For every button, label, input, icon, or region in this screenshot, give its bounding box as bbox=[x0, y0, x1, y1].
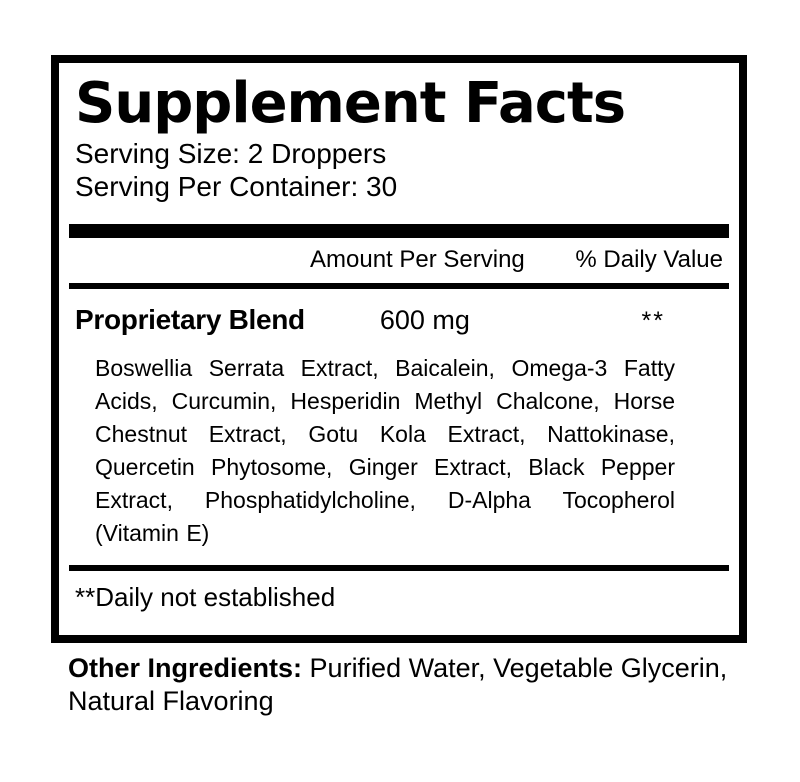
column-headers bbox=[75, 245, 723, 275]
thick-divider bbox=[69, 224, 729, 238]
amount-per-serving-header: Amount Per Serving bbox=[310, 246, 525, 273]
blend-ingredients-line: (Vitamin E) bbox=[95, 520, 210, 546]
blend-ingredients bbox=[95, 352, 675, 550]
blend-ingredients-line: Extract, Phosphatidylcholine, D-Alpha Tocopherol bbox=[95, 487, 675, 513]
table-row bbox=[75, 303, 723, 338]
servings-per-container: Serving Per Container: 30 bbox=[75, 171, 398, 202]
blend-name: Proprietary Blend bbox=[75, 304, 305, 335]
blend-ingredients-line: Acids, Curcumin, Hesperidin Methyl Chalcone, Horse bbox=[95, 388, 675, 414]
panel-title: Supplement Facts bbox=[75, 71, 626, 136]
blend-ingredients-line: Quercetin Phytosome, Ginger Extract, Black Pepper bbox=[95, 454, 675, 480]
blend-ingredients-line: Chestnut Extract, Gotu Kola Extract, Nattokinase, bbox=[95, 421, 675, 447]
daily-value-header: % Daily Value bbox=[575, 246, 723, 273]
other-ingredients bbox=[68, 652, 728, 718]
header-divider bbox=[69, 283, 729, 289]
serving-size: Serving Size: 2 Droppers bbox=[75, 138, 387, 169]
blend-amount: 600 mg bbox=[379, 305, 470, 335]
blend-ingredients-line: Boswellia Serrata Extract, Baicalein, Omega-3 Fatty bbox=[95, 355, 675, 381]
other-ingredients-list: Purified Water, Vegetable Glycerin, Natural Flavoring bbox=[68, 653, 728, 716]
footnote-divider bbox=[69, 565, 729, 571]
blend-daily-value: ** bbox=[641, 307, 665, 335]
supplement-facts-panel bbox=[51, 55, 747, 643]
other-ingredients-label: Other Ingredients: bbox=[68, 653, 303, 683]
daily-value-footnote: **Daily not established bbox=[75, 582, 336, 612]
